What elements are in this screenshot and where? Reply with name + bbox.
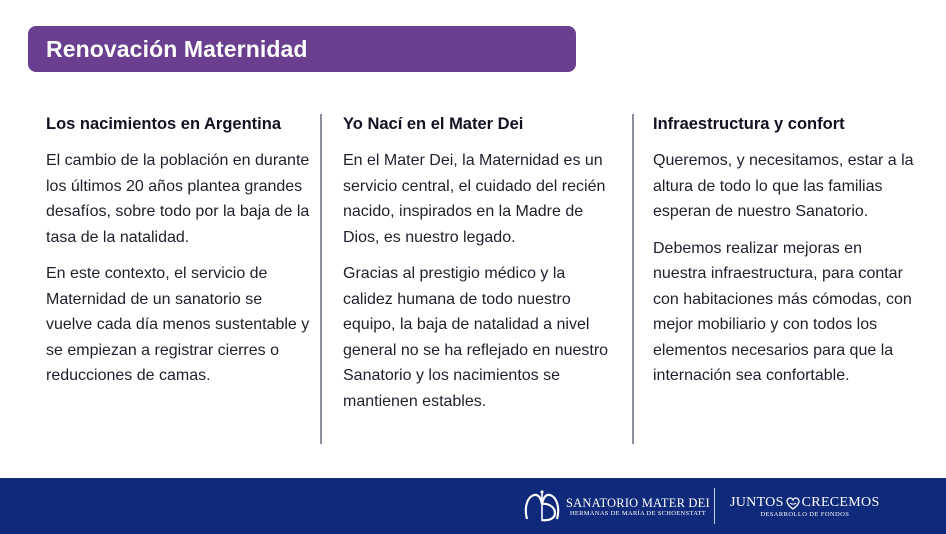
column-heading: Infraestructura y confort [653,115,845,133]
heart-hands-icon [786,497,800,510]
column-divider [632,114,634,444]
title-banner [28,26,576,72]
column-paragraph: Debemos realizar mejoras en nuestra infraestructura, para contar con habitaciones más cómodas, con mejor mobiliario y con todos los elementos necesarios para que la internación sea confortable. [653,239,912,384]
sanatorio-logo [566,496,710,518]
footer-divider [714,488,715,524]
column-heading: Yo Nací en el Mater Dei [343,115,524,133]
column-paragraph: En este contexto, el servicio de Maternidad de un sanatorio se vuelve cada día menos sustentable y se empiezan a registrar cierres o reducciones de camas. [46,265,310,384]
footer-bar [0,478,946,534]
column-divider [320,114,322,444]
column-paragraph: Queremos, y necesitamos, estar a la altura de todo lo que las familias esperan de nuestro Sanatorio. [653,152,914,220]
juntos-crecemos-subtitle: DESARROLLO DE FONDOS [760,511,850,518]
column-infraestructura [653,112,915,400]
sanatorio-subtitle: HERMANAS DE MARÍA DE SCHOENSTATT [569,510,707,517]
column-paragraph: El cambio de la población en durante los últimos 20 años plantea grandes desafíos, sobre todo por la baja de la tasa de la natalidad. [46,152,310,246]
column-paragraph: En el Mater Dei, la Maternidad es un servicio central, el cuidado del recién nacido, inspirados en la Madre de Dios, es nuestro legado. [343,152,606,246]
mater-dei-md-monogram-icon [522,488,562,524]
column-mater-dei [343,112,619,425]
juntos-crecemos-logo [730,495,880,519]
juntos-crecemos-word: CRECEMOS [801,495,880,510]
column-nacimientos [46,112,312,400]
column-heading: Los nacimientos en Argentina [46,115,282,133]
column-paragraph: Gracias al prestigio médico y la calidez humana de todo nuestro equipo, la baja de natalidad a nivel general no se ha reflejado en nuestro Sanatorio y los nacimientos se mantienen estables. [343,265,609,410]
sanatorio-name: SANATORIO MATER DEI [566,496,710,510]
juntos-crecemos-word: JUNTOS [730,495,784,510]
page-title: Renovación Maternidad [46,35,308,62]
